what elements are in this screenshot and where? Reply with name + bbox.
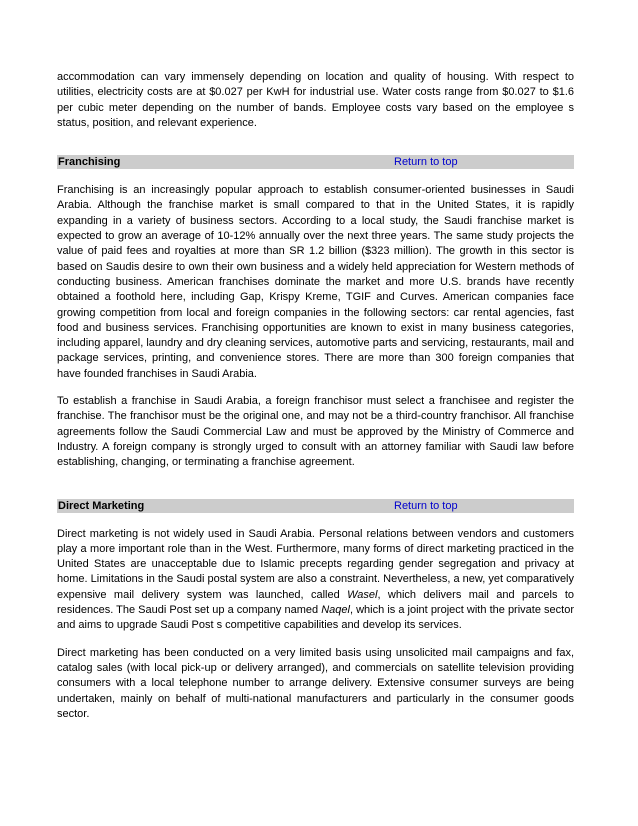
paragraph-text: , which is a joint project with the private sector and aims to upgrade Saudi Post s competitive capabilities and develop its services. (57, 604, 574, 632)
return-to-top-link[interactable]: Return to top (394, 156, 458, 169)
section-header-direct-marketing (57, 499, 574, 513)
paragraph-text: , which delivers mail and parcels to residences. The Saudi Post set up a company named (57, 588, 574, 617)
direct-marketing-paragraph-1 (57, 527, 574, 634)
direct-marketing-paragraph-2: Direct marketing has been conducted on a very limited basis using unsolicited mail campaigns and fax, catalog sales (with local pick-up or delivery arranged), and commercials on satellite television providing consumers with a local telephone number to arrange delivery. Extensive consumer surveys are being undertaken, mainly on behalf of multi-national manufacturers and particularly in the consumer goods sector. (57, 646, 574, 720)
intro-paragraph: accommodation can vary immensely depending on location and quality of housing. With respect to utilities, electricity costs are at $0.027 per KwH for industrial use. Water costs range from $0.027 to $1.6 per cubic meter depending on the number of bands. Employee costs vary based on the employee s status, position, and relevant experience. (57, 71, 574, 129)
section-title-direct-marketing: Direct Marketing (58, 499, 145, 512)
section-header-franchising (57, 155, 574, 169)
paragraph-text: Direct marketing is not widely used in Saudi Arabia. Personal relations between vendors and customers play a more important role than in the West. Furthermore, many forms of direct marketing practiced in the United States are unacceptable due to Islamic precepts regarding gender segregation and privacy at home. Limitations in the Saudi postal system are also a constraint. Nevertheless, a new, yet comparatively expensive mail delivery system was launched, called (57, 527, 574, 601)
franchising-paragraph-1: Franchising is an increasingly popular approach to establish consumer-oriented businesses in Saudi Arabia. Although the franchise market is small compared to that in the United States, it is rapidly expanding in a variety of business sectors. According to a local study, the Saudi franchise market is expected to grow an average of 10-12% annually over the next three years. The same study projects the value of paid fees and royalties at more than SR 1.2 billion ($323 million). The growth in this sector is based on Saudis desire to own their own business and a widely held appreciation for Western methods of conducting business. American franchises dominate the market and more U.S. brands have recently obtained a foothold here, including Gap, Krispy Kreme, TGIF and Curves. American companies face growing competition from local and foreign companies in the following sectors: car rental agencies, fast food and business services. Franchising opportunities are known to exist in many business categories, including apparel, laundry and dry cleaning services, automotive parts and servicing, restaurants, mail and package services, printing, and convenience stores. There are more than 300 foreign companies that have founded franchises in Saudi Arabia. (57, 184, 574, 380)
document-page (57, 70, 574, 722)
section-title-franchising: Franchising (58, 156, 121, 169)
wasel-term: Wasel (347, 588, 378, 601)
franchising-paragraph-2: To establish a franchise in Saudi Arabia, a foreign franchisor must select a franchisee and register the franchise. The franchisor must be the original one, and may not be a third-country franchisor. All franchise agreements follow the Saudi Commercial Law and must be approved by the Ministry of Commerce and Industry. A foreign company is strongly urged to consult with an attorney familiar with Saudi law before establishing, changing, or terminating a franchise agreement. (57, 395, 574, 469)
return-to-top-link[interactable]: Return to top (394, 499, 458, 512)
naqel-term: Naqel (321, 604, 350, 617)
